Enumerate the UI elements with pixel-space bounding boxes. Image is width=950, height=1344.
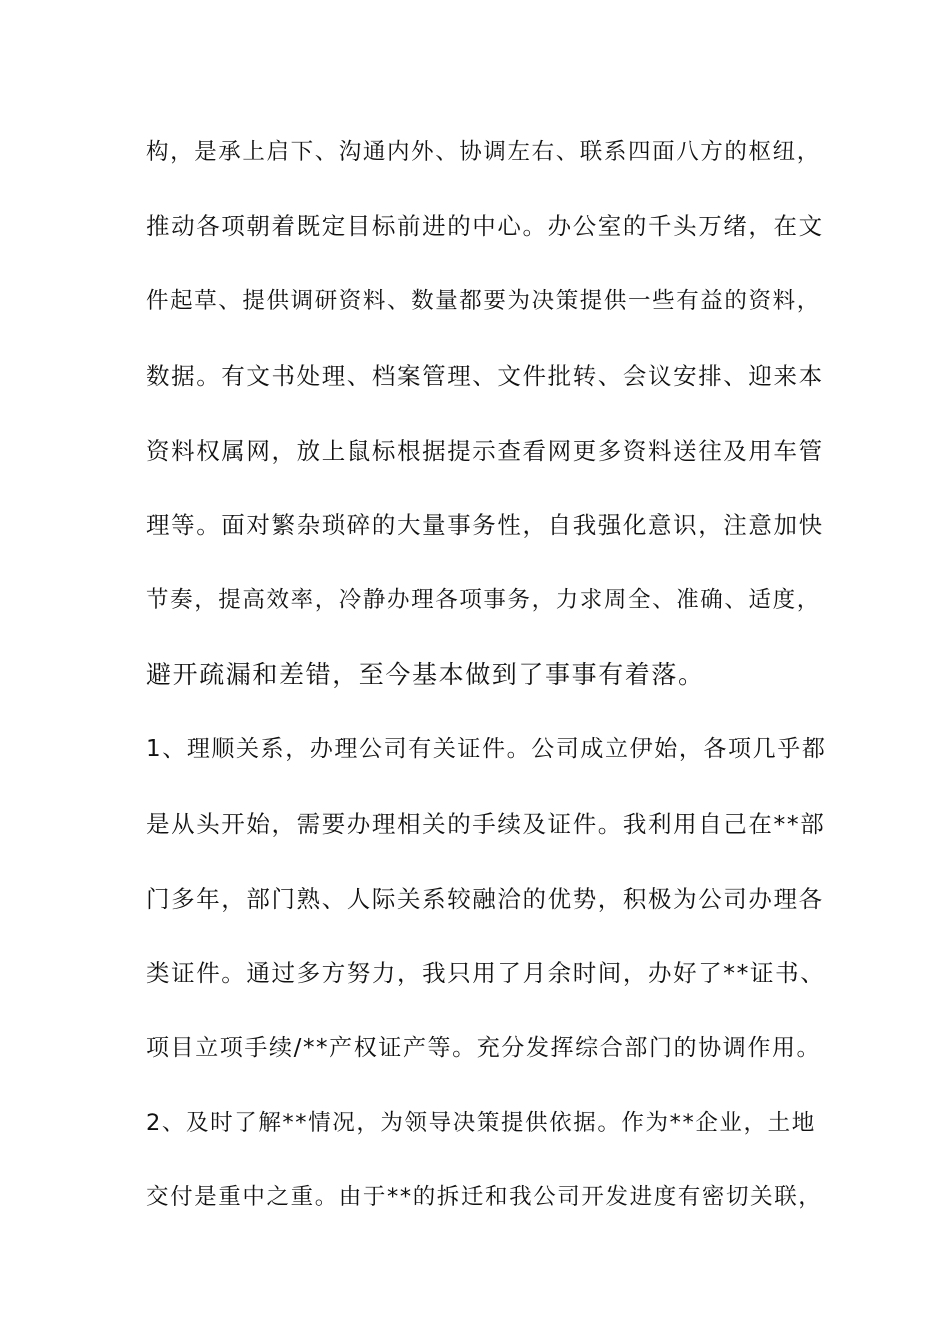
text-line: 交付是重中之重。由于**的拆迁和我公司开发进度有密切关联， — [146, 1184, 823, 1210]
text-line: 理等。面对繁杂琐碎的大量事务性，自我强化意识，注意加快 — [146, 511, 824, 539]
text-line: 门多年，部门熟、人际关系较融洽的优势，积极为公司办理各 — [146, 885, 824, 913]
text-line: 推动各项朝着既定目标前进的中心。办公室的千头万绪，在文 — [146, 212, 824, 240]
text-line: 项目立项手续/**产权证产等。充分发挥综合部门的协调作用。 — [146, 1035, 822, 1061]
text-line: 是从头开始，需要办理相关的手续及证件。我利用自己在**部 — [146, 810, 826, 838]
text-line: 构，是承上启下、沟通内外、协调左右、联系四面八方的枢纽， — [146, 139, 821, 165]
text-line: 类证件。通过多方努力，我只用了月余时间，办好了**证书、 — [146, 959, 826, 987]
text-line: 节奏，提高效率，冷静办理各项事务，力求周全、准确、适度， — [146, 587, 821, 613]
text-line: 2、及时了解**情况，为领导决策提供依据。作为**企业，土地 — [146, 1110, 816, 1136]
text-line: 避开疏漏和差错，至今基本做到了事事有着落。 — [146, 660, 705, 689]
text-line: 数据。有文书处理、档案管理、文件批转、会议安排、迎来本 — [146, 362, 824, 390]
text-line: 件起草、提供调研资料、数量都要为决策提供一些有益的资料， — [146, 288, 821, 314]
text-line: 1、理顺关系，办理公司有关证件。公司成立伊始，各项几乎都 — [146, 736, 827, 762]
text-line: 资料权属网，放上鼠标根据提示查看网更多资料送往及用车管 — [146, 437, 824, 465]
